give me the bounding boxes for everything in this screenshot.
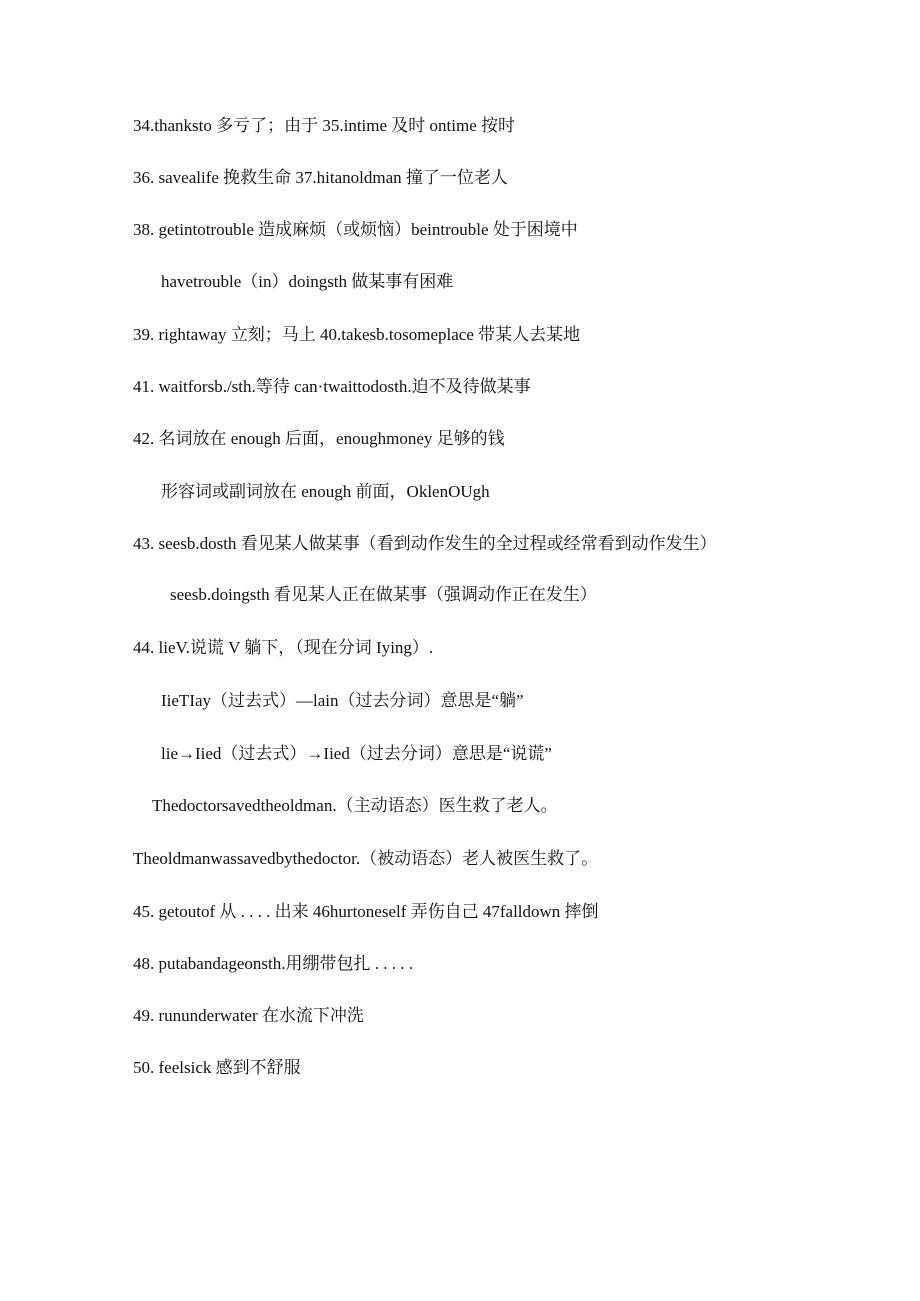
example-passive-voice: Theoldmanwassavedbythedoctor.（被动语态）老人被医生救了。 (133, 849, 599, 868)
vocab-line-44: 44. lieV.说谎 V 躺下，（现在分词 Iying）. (133, 638, 434, 657)
vocab-line-43-continued: seesb.doingsth 看见某人正在做某事（强调动作正在发生） (170, 585, 597, 604)
vocab-line-44-lie-lied: lie→Iied（过去式）→Iied（过去分词）意思是“说谎” (161, 744, 552, 763)
vocab-line-42: 42. 名词放在 enough 后面，enoughmoney 足够的钱 (133, 429, 505, 448)
vocab-line-42-continued: 形容词或副词放在 enough 前面，OklenOUgh (161, 482, 490, 501)
vocab-line-50: 50. feelsick 感到不舒服 (133, 1058, 301, 1077)
vocab-line-45-47: 45. getoutof 从 . . . . 出来 46hurtoneself 弄伤自己 47falldown 摔倒 (133, 902, 599, 921)
vocab-line-38-continued: havetrouble（in）doingsth 做某事有困难 (161, 272, 454, 291)
vocab-line-41: 41. waitforsb./sth.等待 can·twaittodosth.迫不及待做某事 (133, 377, 531, 396)
vocab-line-36-37: 36. savealife 挽救生命 37.hitanoldman 撞了一位老人 (133, 168, 508, 187)
vocab-line-44-lie-lay-lain: IieTIay（过去式）—lain（过去分词）意思是“躺” (161, 691, 524, 710)
vocab-line-48: 48. putabandageonsth.用绷带包扎 . . . . . (133, 954, 413, 973)
vocab-line-49: 49. rununderwater 在水流下冲洗 (133, 1006, 364, 1025)
vocab-line-38: 38. getintotrouble 造成麻烦（或烦恼）beintrouble 处于困境中 (133, 220, 578, 239)
vocab-line-43: 43. seesb.dosth 看见某人做某事（看到动作发生的全过程或经常看到动作发生） (133, 534, 717, 553)
vocab-line-34-35: 34.thanksto 多亏了；由于 35.intime 及时 ontime 按时 (133, 116, 516, 135)
example-active-voice: Thedoctorsavedtheoldman.（主动语态）医生救了老人。 (152, 796, 558, 815)
vocab-line-39-40: 39. rightaway 立刻；马上 40.takesb.tosomeplace 带某人去某地 (133, 325, 581, 344)
